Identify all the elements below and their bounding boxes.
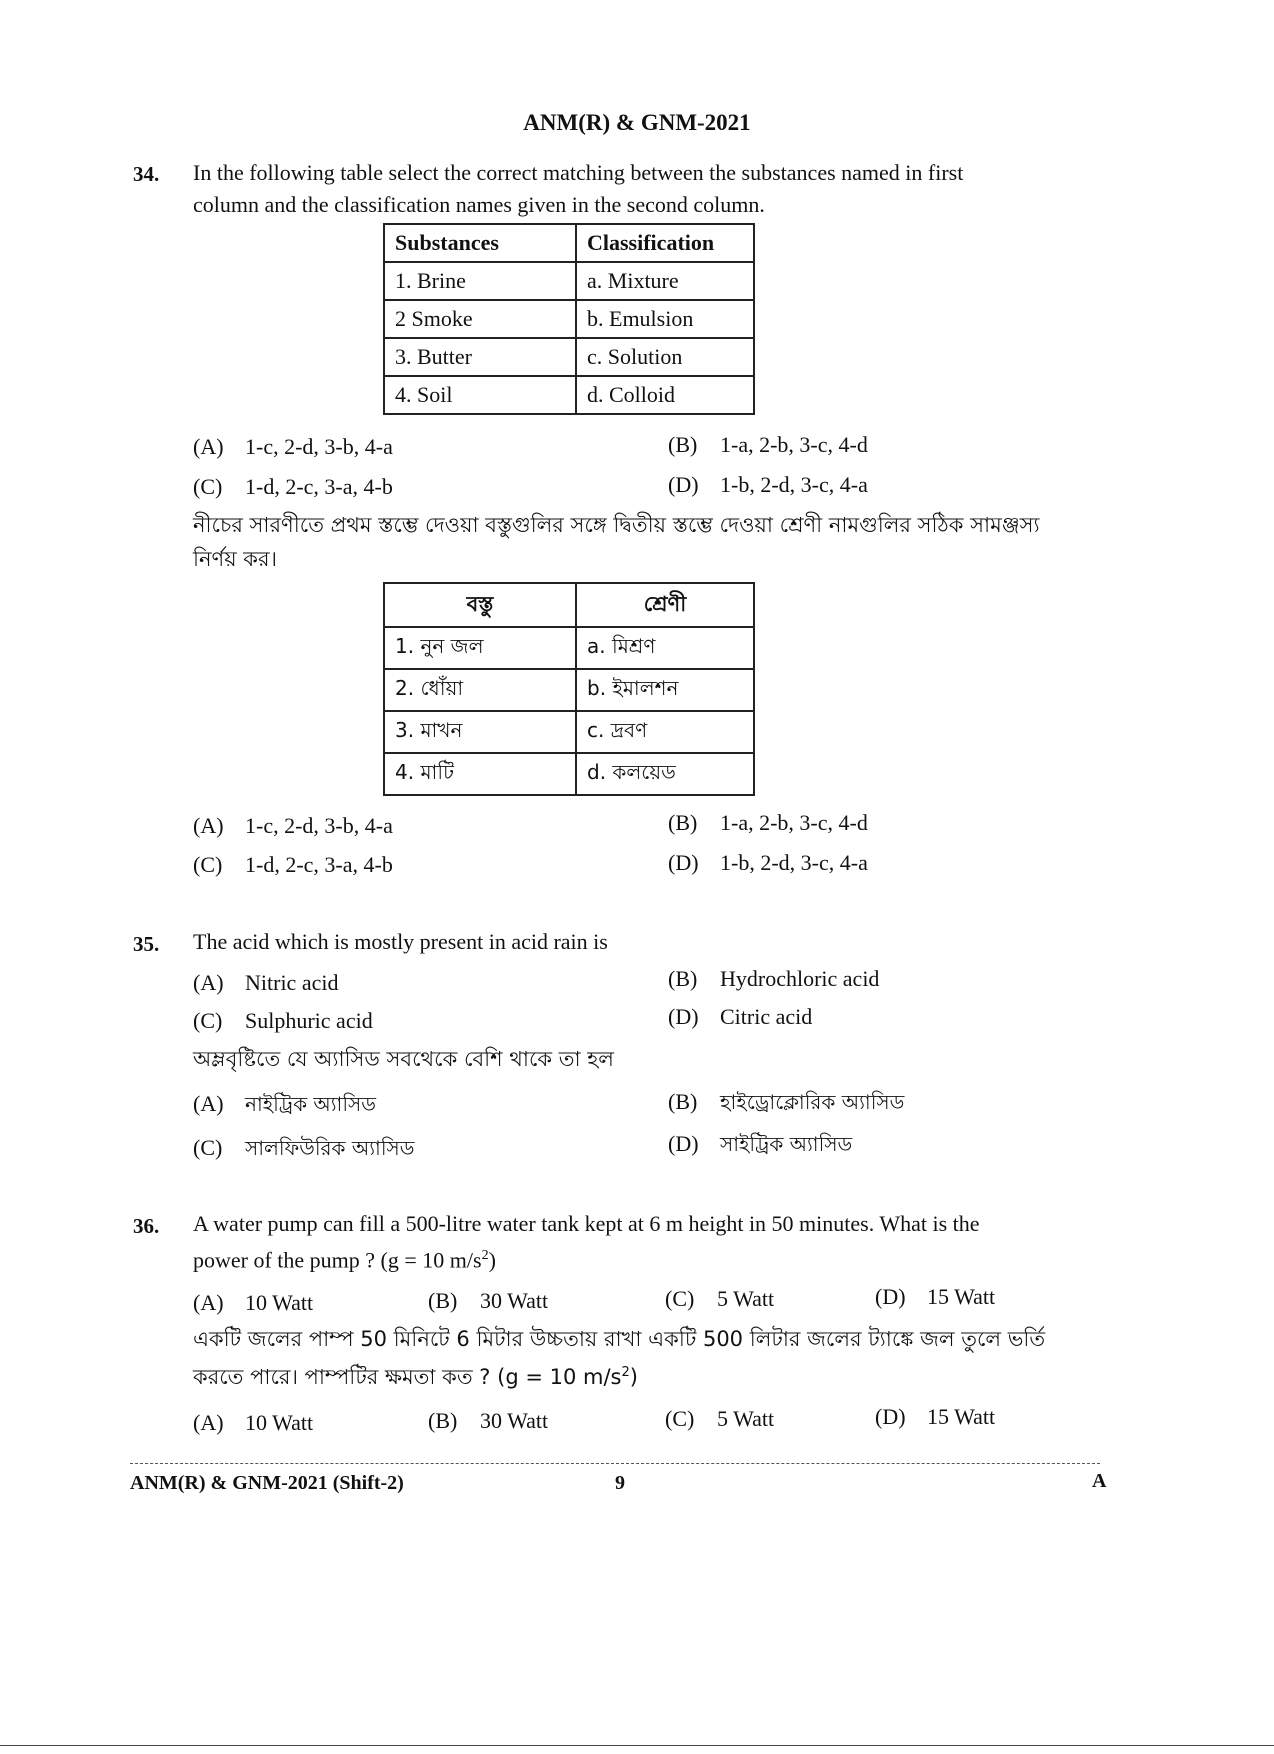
q36-bn-text-line1: একটি জলের পাম্প 50 মিনিটে 6 মিটার উচ্চতায় রাখা একটি 500 লিটার জলের ট্যাঙ্কে জল তুলে ভর্তি <box>193 1327 1046 1351</box>
q36-bn-option-a: (A) 10 Watt <box>193 1410 314 1435</box>
q34-bn-text-line2: নির্ণয় কর। <box>193 547 278 571</box>
q36-bn-option-b: (B) 30 Watt <box>428 1408 549 1433</box>
q35-number: 35. <box>133 932 160 956</box>
page-number: 9 <box>615 1472 625 1494</box>
q34-bn-option-d: (D) 1-b, 2-d, 3-c, 4-a <box>668 850 868 875</box>
q34-bn-text-line1: নীচের সারণীতে প্রথম স্তম্ভে দেওয়া বস্তুগুলির সঙ্গে দ্বিতীয় স্তম্ভে দেওয়া শ্রেণী নামগুলির সঠিক সামঞ্জস্য <box>193 513 1040 537</box>
q34-option-a: (A) 1-c, 2-d, 3-b, 4-a <box>193 434 393 459</box>
table-header: বস্তু <box>384 583 576 627</box>
table-header: শ্রেণী <box>576 583 754 627</box>
q36-question-bn <box>193 1322 1045 1394</box>
q35-option-c: (C) Sulphuric acid <box>193 1008 373 1033</box>
q35-bn-option-a: (A) নাইট্রিক অ্যাসিড <box>193 1091 376 1116</box>
q34-match-table-en <box>383 223 755 415</box>
q36-bn-text-line2: করতে পারে। পাম্পটির ক্ষমতা কত ? (g = 10 $m/s^2$) <box>193 1365 638 1389</box>
table-header: Substances <box>384 224 576 262</box>
table-cell: 1. নুন জল <box>384 627 576 669</box>
table-cell: 2 Smoke <box>384 300 576 338</box>
table-row <box>384 669 754 711</box>
q34-bn-option-a: (A) 1-c, 2-d, 3-b, 4-a <box>193 813 393 838</box>
table-cell: 1. Brine <box>384 262 576 300</box>
table-cell: 2. ধোঁয়া <box>384 669 576 711</box>
q36-question-en <box>193 1208 980 1276</box>
table-cell: c. দ্রবণ <box>576 711 754 753</box>
table-cell: b. ইমালশন <box>576 669 754 711</box>
q35-bn-option-d: (D) সাইট্রিক অ্যাসিড <box>668 1131 853 1156</box>
q36-number: 36. <box>133 1214 160 1238</box>
page-bottom-edge <box>0 1745 1274 1746</box>
q35-question-bn: অম্লবৃষ্টিতে যে অ্যাসিড সবথেকে বেশি থাকে তা হল <box>193 1047 614 1071</box>
q34-question-bn <box>193 508 1040 576</box>
table-cell: 3. মাখন <box>384 711 576 753</box>
q36-option-c: (C) 5 Watt <box>665 1286 775 1311</box>
table-cell: d. Colloid <box>576 376 754 414</box>
q35-bn-option-c: (C) সালফিউরিক অ্যাসিড <box>193 1135 415 1160</box>
q36-option-a: (A) 10 Watt <box>193 1290 314 1315</box>
question-set: A <box>1092 1470 1107 1492</box>
footer-exam-title: ANM(R) & GNM-2021 (Shift-2) <box>130 1472 404 1494</box>
q35-bn-option-b: (B) হাইড্রোক্লোরিক অ্যাসিড <box>668 1089 905 1114</box>
q36-option-b: (B) 30 Watt <box>428 1288 549 1313</box>
q34-text-line2: column and the classification names given in the second column. <box>193 192 765 217</box>
table-cell: c. Solution <box>576 338 754 376</box>
table-cell: b. Emulsion <box>576 300 754 338</box>
q34-bn-option-c: (C) 1-d, 2-c, 3-a, 4-b <box>193 852 393 877</box>
table-cell: a. মিশ্রণ <box>576 627 754 669</box>
footer-divider <box>130 1463 1100 1464</box>
q36-bn-option-d: (D) 15 Watt <box>875 1404 996 1429</box>
q34-option-d: (D) 1-b, 2-d, 3-c, 4-a <box>668 472 868 497</box>
q35-question-en: The acid which is mostly present in acid rain is <box>193 929 608 954</box>
table-cell: 4. মাটি <box>384 753 576 795</box>
table-row <box>384 711 754 753</box>
table-row <box>384 338 754 376</box>
q34-match-table-bn <box>383 582 755 796</box>
table-header: Classification <box>576 224 754 262</box>
page-header: ANM(R) & GNM-2021 <box>523 110 751 135</box>
q34-option-b: (B) 1-a, 2-b, 3-c, 4-d <box>668 432 868 457</box>
q34-text-line1: In the following table select the correct matching between the substances named in first <box>193 160 964 185</box>
table-row <box>384 262 754 300</box>
q35-option-a: (A) Nitric acid <box>193 970 339 995</box>
table-row <box>384 753 754 795</box>
q34-question-en <box>193 157 963 221</box>
table-row <box>384 300 754 338</box>
table-row <box>384 627 754 669</box>
table-cell: 4. Soil <box>384 376 576 414</box>
table-cell: 3. Butter <box>384 338 576 376</box>
q36-text-line1: A water pump can fill a 500-litre water tank kept at 6 m height in 50 minutes. What is the <box>193 1211 980 1236</box>
table-cell: d. কলয়েড <box>576 753 754 795</box>
q34-option-c: (C) 1-d, 2-c, 3-a, 4-b <box>193 474 393 499</box>
q36-text-line2: power of the pump ? (g = 10 $m/s^2$) <box>193 1247 496 1273</box>
table-row <box>384 376 754 414</box>
q34-number: 34. <box>133 162 160 186</box>
table-cell: a. Mixture <box>576 262 754 300</box>
q36-option-d: (D) 15 Watt <box>875 1284 996 1309</box>
q35-option-b: (B) Hydrochloric acid <box>668 966 880 991</box>
q34-bn-option-b: (B) 1-a, 2-b, 3-c, 4-d <box>668 810 868 835</box>
q36-bn-option-c: (C) 5 Watt <box>665 1406 775 1431</box>
q35-option-d: (D) Citric acid <box>668 1004 813 1029</box>
